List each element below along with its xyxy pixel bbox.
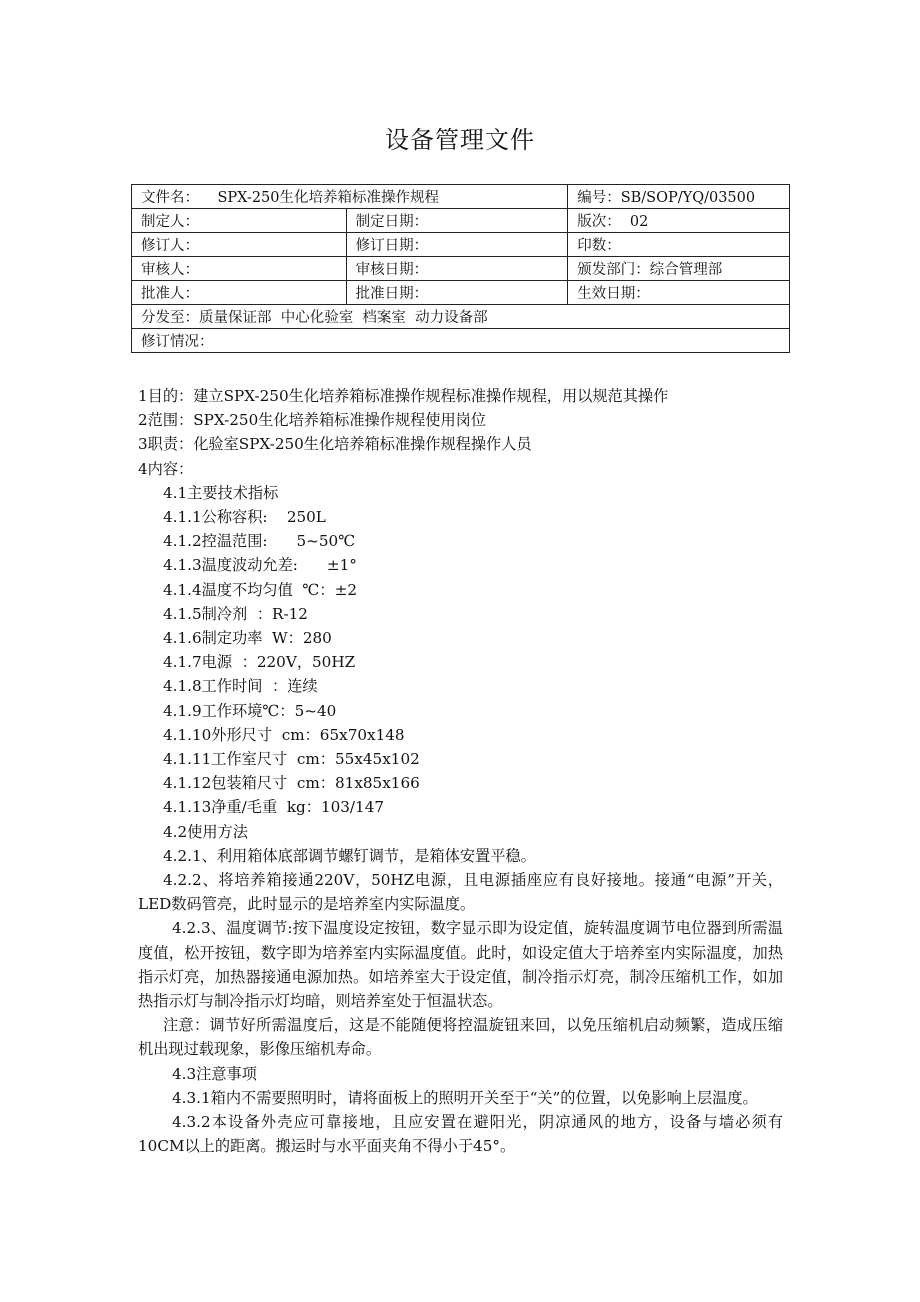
revision-status-cell: 修订情况：: [132, 329, 790, 353]
approver-cell: 批准人：: [132, 281, 347, 305]
auditor-cell: 审核人：: [132, 257, 347, 281]
spec-item: 4.1.11工作室尺寸 cm：55x45x102: [163, 750, 420, 769]
spec-item: 4.1.4温度不均匀值 ℃：±2: [163, 580, 357, 599]
spec-item: 4.1.6制定功率 W：280: [163, 629, 332, 648]
spec-item: 4.1.5制冷剂 ：R-12: [163, 604, 308, 623]
file-name-cell: [132, 185, 568, 209]
section-content-heading: 4内容：: [138, 459, 194, 478]
revise-date-cell: 修订日期：: [346, 233, 568, 257]
section-precautions-heading: 4.3注意事项: [172, 1064, 257, 1083]
file-name-label: 文件名：: [141, 190, 199, 206]
usage-step-temperature: 4.2.3、温度调节:按下温度设定按钮，数字显示即为设定值，旋转温度调节电位器到所需温度值，松开按钮，数字即为培养室内实际温度值。此时，如设定值大于培养室内实际温度，加热指示灯亮，加热器接通电源加热。如培养室大于设定值，制冷指示灯亮，制冷压缩机工作，如加热指示灯与制冷指示灯均暗，则培养室处于恒温状态。: [138, 919, 783, 1011]
effective-date-cell: 生效日期：: [568, 281, 790, 305]
table-row: [132, 257, 790, 281]
audit-date-cell: 审核日期：: [346, 257, 568, 281]
table-row: [132, 281, 790, 305]
document-title: 设备管理文件: [385, 126, 535, 154]
spec-item: 4.1.7电源 ：220V，50HZ: [163, 653, 356, 672]
precaution-lighting: 4.3.1箱内不需要照明时，请将面板上的照明开关至于“关”的位置，以免影响上层温度。: [172, 1088, 758, 1107]
approve-date-cell: 批准日期：: [346, 281, 568, 305]
watermark-text: www.zixin.com.cn: [347, 601, 790, 661]
issuing-dept-cell: 颁发部门：综合管理部: [568, 257, 790, 281]
file-name-value: SPX-250生化培养箱标准操作规程: [217, 190, 440, 206]
table-row: [132, 185, 790, 209]
spec-item: 4.1.10外形尺寸 cm：65x70x148: [163, 725, 405, 744]
precaution-grounding: 4.3.2本设备外壳应可靠接地，且应安置在避阳光，阴凉通风的地方，设备与墙必须有10CM以上的距离。搬运时与水平面夹角不得小于45°。: [138, 1113, 783, 1156]
spec-item: 4.1.2控温范围: 5~50℃: [163, 532, 356, 551]
reviser-cell: 修订人：: [132, 233, 347, 257]
spec-item: 4.1.3温度波动允差: ±1°: [163, 556, 357, 575]
spec-item: 4.1.12包装箱尺寸 cm：81x85x166: [163, 774, 420, 793]
author-cell: 制定人：: [132, 209, 347, 233]
section-responsibility: 3职责：化验室SPX-250生化培养箱标准操作规程操作人员: [138, 435, 532, 454]
usage-note: 注意：调节好所需温度后，这是不能随便将控温旋钮来回，以免压缩机启动频繁，造成压缩机出现过载现象，影像压缩机寿命。: [138, 1016, 783, 1059]
distribution-cell: 分发至：质量保证部 中心化验室 档案室 动力设备部: [132, 305, 790, 329]
table-row: [132, 329, 790, 353]
spec-item: 4.1.8工作时间 ：连续: [163, 677, 318, 696]
usage-step-power: 4.2.2、将培养箱接通220V，50HZ电源，且电源插座应有良好接地。接通“电源”开关，LED数码管亮，此时显示的是培养室内实际温度。: [138, 871, 783, 914]
spec-item: 4.1.13净重/毛重 kg：103/147: [163, 798, 385, 817]
section-tech-specs-heading: 4.1主要技术指标: [163, 483, 279, 502]
section-scope: 2范围：SPX-250生化培养箱标准操作规程使用岗位: [138, 411, 487, 430]
document-header-table: [131, 184, 790, 353]
table-row: [132, 233, 790, 257]
spec-item: 4.1.1公称容积: 250L: [163, 508, 326, 527]
document-body: [138, 384, 783, 1159]
author-date-cell: 制定日期：: [346, 209, 568, 233]
table-row: [132, 305, 790, 329]
copies-cell: 印数：: [568, 233, 790, 257]
spec-item: 4.1.9工作环境℃：5~40: [163, 701, 337, 720]
usage-step-level: 4.2.1、利用箱体底部调节螺钉调节，是箱体安置平稳。: [163, 846, 536, 865]
table-row: [132, 209, 790, 233]
doc-number-cell: 编号：SB/SOP/YQ/03500: [568, 185, 790, 209]
section-usage-heading: 4.2使用方法: [163, 822, 248, 841]
section-purpose: 1目的：建立SPX-250生化培养箱标准操作规程标准操作规程，用以规范其操作: [138, 387, 669, 405]
version-cell: 版次： 02: [568, 209, 790, 233]
